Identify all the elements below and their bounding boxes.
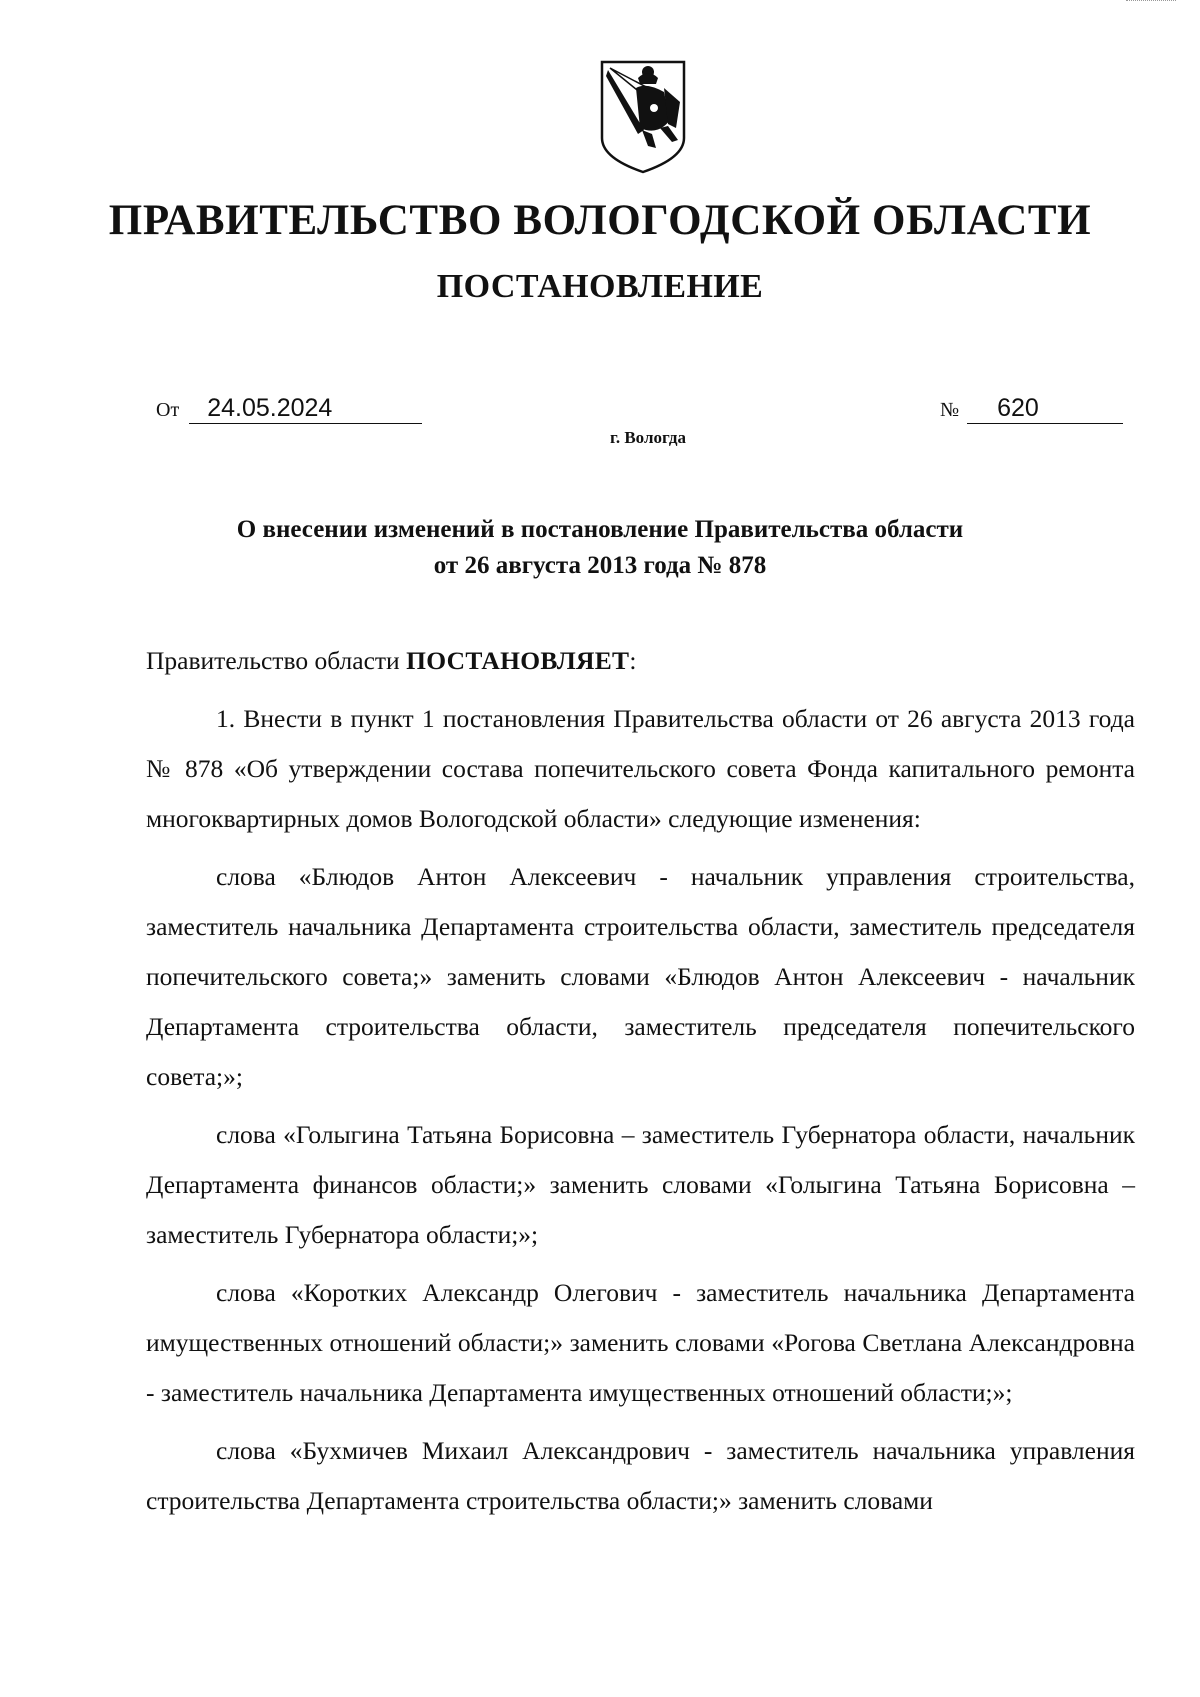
resolution-lead [146, 636, 1135, 686]
lead-text: Правительство области [146, 646, 407, 675]
lead-colon: : [629, 646, 637, 675]
date-field [156, 393, 422, 424]
number-value: 620 [967, 393, 1123, 424]
paragraph-3: слова «Голыгина Татьяна Борисовна – заместитель Губернатора области, начальник Департамента финансов области;» заменить словами «Голыгина Татьяна Борисовна – заместитель Губернатора области;»; [146, 1120, 1135, 1249]
coat-of-arms-icon [598, 58, 688, 178]
paragraph-2: слова «Блюдов Антон Алексеевич - начальник управления строительства, заместитель начальника Департамента строительства области, заместитель председателя попечительского совета;» заменить словами «Блюдов Антон Алексеевич - начальник Департамента строительства области, заместитель председателя попечительского совета;»; [146, 862, 1135, 1091]
document-subject [0, 512, 1200, 584]
number-prefix: № [940, 399, 960, 421]
date-prefix: От [156, 399, 180, 421]
organization-title: ПРАВИТЕЛЬСТВО ВОЛОГОДСКОЙ ОБЛАСТИ [108, 197, 1092, 244]
subject-line-2: от 26 августа 2013 года № 878 [433, 552, 767, 579]
paragraph-1: 1. Внести в пункт 1 постановления Правительства области от 26 августа 2013 года № 878 «Об утверждении состава попечительского совета Фонда капитального ремонта многоквартирных домов Вологодской области» следующие изменения: [146, 704, 1135, 833]
city-label: г. Вологда [610, 428, 686, 447]
number-field [940, 393, 1123, 424]
document-type: ПОСТАНОВЛЕНИЕ [436, 268, 764, 305]
subject-line-1: О внесении изменений в постановление Правительства области [236, 516, 964, 543]
document-body [146, 636, 1135, 1526]
lead-keyword: ПОСТАНОВЛЯЕТ [406, 646, 630, 675]
date-value: 24.05.2024 [189, 393, 422, 424]
scan-mark [1126, 0, 1176, 4]
paragraph-4: слова «Коротких Александр Олегович - заместитель начальника Департамента имущественных отношений области;» заменить словами «Рогова Светлана Александровна - заместитель начальника Департамента имущественных отношений области;»; [146, 1278, 1135, 1407]
paragraph-5: слова «Бухмичев Михаил Александрович - заместитель начальника управления строительства Департамента строительства области;» заменить словами [146, 1436, 1135, 1515]
